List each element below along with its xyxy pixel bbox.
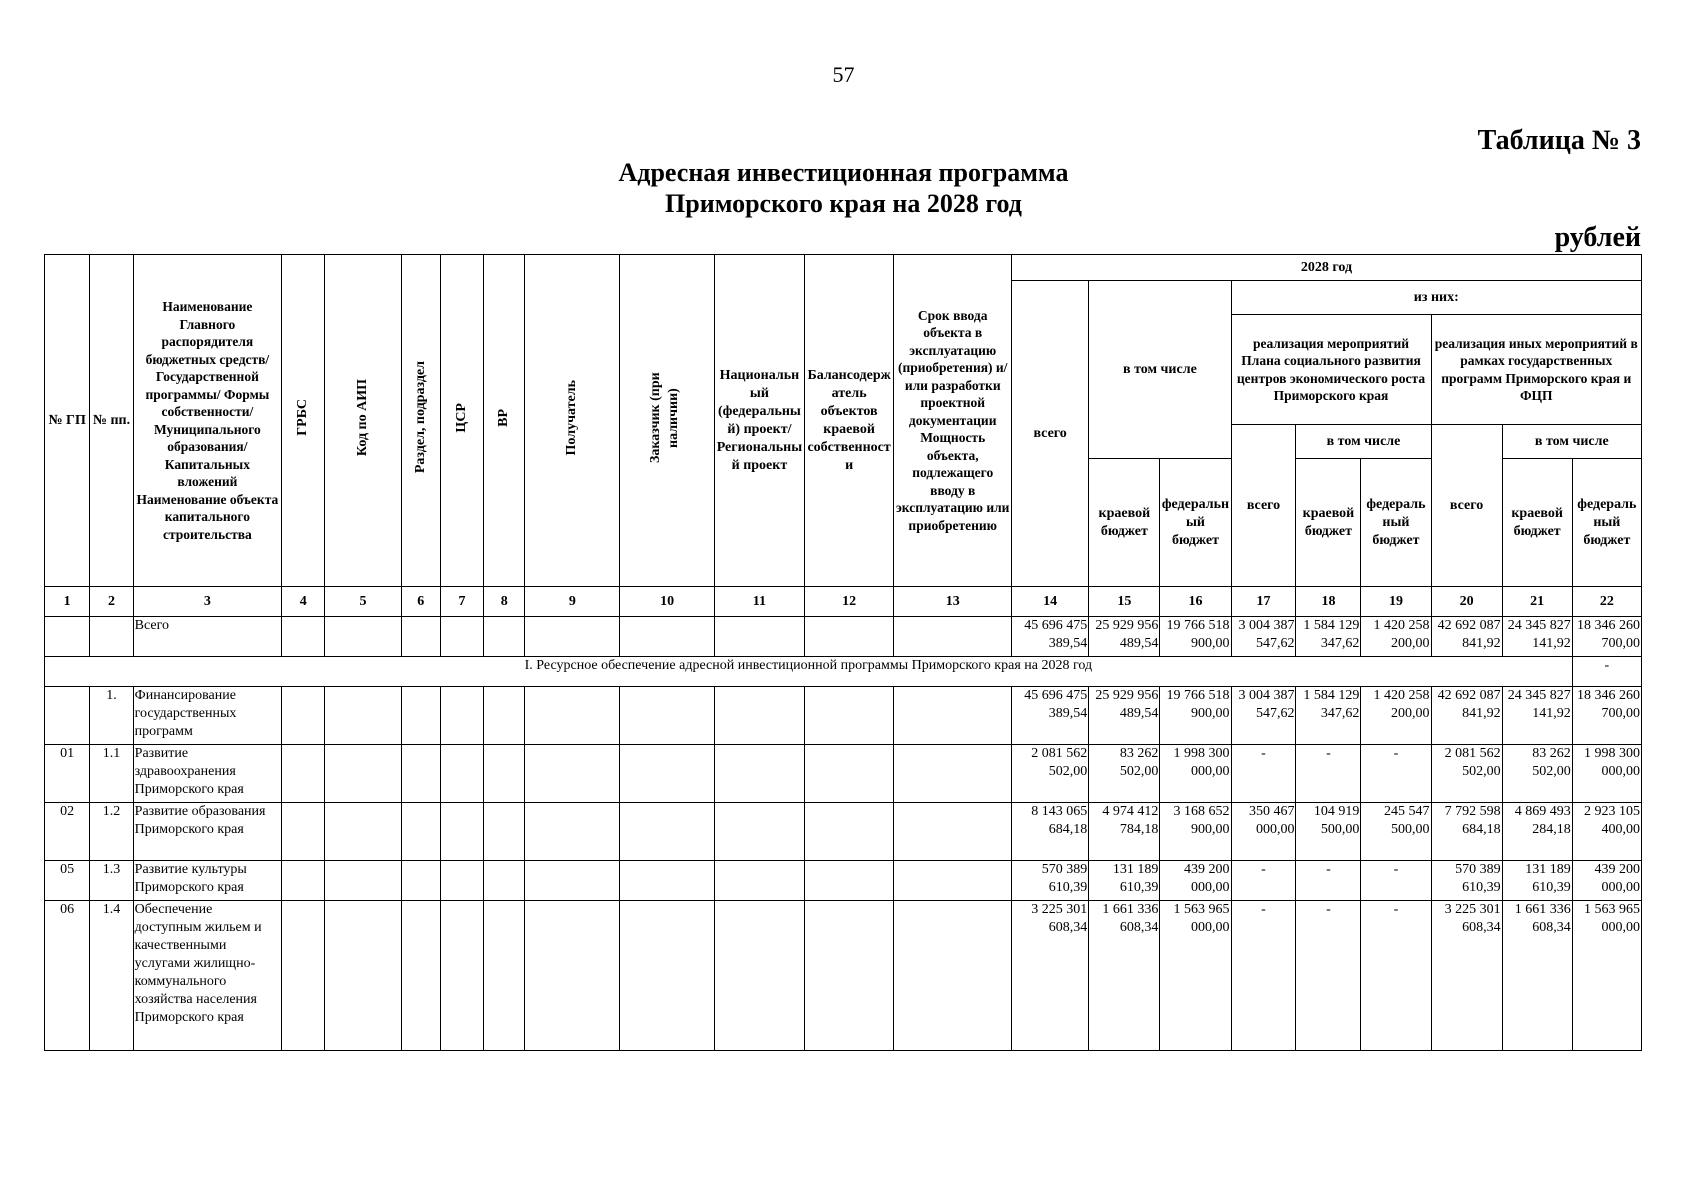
header-other-programs: реализация иных мероприятий в рамках государственных программ Приморского края и ФЦП [1431, 315, 1642, 425]
header-plan-federal-budget: федеральный бюджет [1361, 459, 1431, 587]
column-number: 14 [1011, 587, 1088, 617]
cell-value: 1 584 129 347,62 [1296, 617, 1361, 657]
cell-value: - [1361, 745, 1431, 803]
header-plan-regional-budget: краевой бюджет [1296, 459, 1361, 587]
column-number: 13 [894, 587, 1012, 617]
column-number: 6 [401, 587, 440, 617]
page-number: 57 [832, 62, 855, 87]
section-dash: - [1572, 657, 1641, 687]
cell-value: 45 696 475 389,54 [1011, 617, 1088, 657]
cell-gp: 05 [45, 861, 90, 901]
section-row [45, 657, 1642, 687]
header-regional-budget: краевой бюджет [1089, 459, 1160, 587]
cell-value: 1 584 129 347,62 [1296, 687, 1361, 745]
header-national-project: Национальный (федеральный) проект/ Региональный проект [715, 255, 805, 587]
column-numbers-row [45, 587, 1642, 617]
cell-value: 1 420 258 200,00 [1361, 617, 1431, 657]
document-title [0, 157, 1687, 219]
cell-name: Всего [133, 617, 281, 657]
header-deadline: Срок ввода объекта в эксплуатацию (приобретения) и/или разработки проектной документации Мощность объекта, подлежащего вводу в эксплуатацию или приобретению [894, 255, 1012, 587]
cell-name: Развитие здравоохранения Приморского края [133, 745, 281, 803]
cell-value: - [1296, 745, 1361, 803]
cell-value: 19 766 518 900,00 [1160, 617, 1231, 657]
header-plan-total: всего [1231, 425, 1296, 587]
column-number: 7 [440, 587, 483, 617]
cell-pp: 1.3 [90, 861, 133, 901]
column-number: 16 [1160, 587, 1231, 617]
cell-pp: 1.4 [90, 901, 133, 1051]
cell-gp: 06 [45, 901, 90, 1051]
cell-value: 104 919 500,00 [1296, 803, 1361, 861]
header-federal-budget: федеральный бюджет [1160, 459, 1231, 587]
cell-value: 1 420 258 200,00 [1361, 687, 1431, 745]
header-customer: Заказчик (при наличии) [620, 255, 715, 587]
header-other-total: всего [1431, 425, 1502, 587]
header-csr: ЦСР [440, 255, 483, 587]
cell-gp: 01 [45, 745, 90, 803]
cell-name: Развитие образования Приморского края [133, 803, 281, 861]
header-other-federal-budget: федеральный бюджет [1572, 459, 1641, 587]
investment-program-table [44, 254, 1642, 1051]
cell-value: 3 004 387 547,62 [1231, 617, 1296, 657]
cell-value: 7 792 598 684,18 [1431, 803, 1502, 861]
header-vr: ВР [484, 255, 525, 587]
cell-value: 3 168 652 900,00 [1160, 803, 1231, 861]
header-pp: № пп. [90, 255, 133, 587]
cell-value: 25 929 956 489,54 [1089, 617, 1160, 657]
header-plan-social: реализация мероприятий Плана социального развития центров экономического роста Приморского края [1231, 315, 1431, 425]
cell-value: 350 467 000,00 [1231, 803, 1296, 861]
table-row [45, 861, 1642, 901]
cell-value: 3 225 301 608,34 [1431, 901, 1502, 1051]
cell-value: 1 998 300 000,00 [1160, 745, 1231, 803]
cell-value: - [1296, 861, 1361, 901]
cell-value: 1 661 336 608,34 [1089, 901, 1160, 1051]
title-line-1: Адресная инвестиционная программа [618, 158, 1069, 187]
header-other-regional-budget: краевой бюджет [1502, 459, 1572, 587]
header-name: Наименование Главного распорядителя бюджетных средств/Государственной программы/ Формы собственности/Муниципального образования/Капитальных вложений Наименование объекта капитального строительства [133, 255, 281, 587]
cell-name: Финансирование государственных программ [133, 687, 281, 745]
column-number: 20 [1431, 587, 1502, 617]
header-section: Раздел, подраздел [401, 255, 440, 587]
column-number: 2 [90, 587, 133, 617]
cell-value: 131 189 610,39 [1502, 861, 1572, 901]
cell-value: 131 189 610,39 [1089, 861, 1160, 901]
column-number: 5 [325, 587, 401, 617]
header-plan-including: в том числе [1296, 425, 1431, 459]
cell-value: - [1361, 861, 1431, 901]
cell-value: 25 929 956 489,54 [1089, 687, 1160, 745]
cell-value: 3 225 301 608,34 [1011, 901, 1088, 1051]
cell-value: - [1231, 901, 1296, 1051]
cell-value: 570 389 610,39 [1431, 861, 1502, 901]
cell-value: 19 766 518 900,00 [1160, 687, 1231, 745]
column-number: 4 [282, 587, 325, 617]
cell-value: 45 696 475 389,54 [1011, 687, 1088, 745]
cell-value: 4 974 412 784,18 [1089, 803, 1160, 861]
cell-value: - [1296, 901, 1361, 1051]
cell-value: - [1361, 901, 1431, 1051]
column-number: 8 [484, 587, 525, 617]
cell-value: 18 346 260 700,00 [1572, 617, 1641, 657]
cell-value: 3 004 387 547,62 [1231, 687, 1296, 745]
cell-value: 570 389 610,39 [1011, 861, 1088, 901]
cell-value: - [1231, 745, 1296, 803]
header-recipient: Получатель [525, 255, 620, 587]
column-number: 12 [804, 587, 894, 617]
cell-pp: 1.2 [90, 803, 133, 861]
table-row [45, 687, 1642, 745]
cell-value: 83 262 502,00 [1502, 745, 1572, 803]
header-aip-code: Код по АИП [325, 255, 401, 587]
table-label: Таблица № 3 [1477, 125, 1641, 156]
column-number: 15 [1089, 587, 1160, 617]
cell-gp [45, 617, 90, 657]
column-number: 22 [1572, 587, 1641, 617]
cell-value: 2 081 562 502,00 [1431, 745, 1502, 803]
cell-value: 8 143 065 684,18 [1011, 803, 1088, 861]
cell-value: 4 869 493 284,18 [1502, 803, 1572, 861]
cell-value: 245 547 500,00 [1361, 803, 1431, 861]
cell-pp: 1. [90, 687, 133, 745]
header-grbs: ГРБС [282, 255, 325, 587]
cell-value: 2 081 562 502,00 [1011, 745, 1088, 803]
cell-gp: 02 [45, 803, 90, 861]
table-row [45, 803, 1642, 861]
cell-value: 439 200 000,00 [1160, 861, 1231, 901]
cell-gp [45, 687, 90, 745]
cell-value: 439 200 000,00 [1572, 861, 1641, 901]
section-title: I. Ресурсное обеспечение адресной инвестиционной программы Приморского края на 2028 год [45, 657, 1573, 687]
cell-value: 24 345 827 141,92 [1502, 687, 1572, 745]
cell-value: 83 262 502,00 [1089, 745, 1160, 803]
column-number: 1 [45, 587, 90, 617]
cell-name: Обеспечение доступным жильем и качественными услугами жилищно-коммунального хозяйства населения Приморского края [133, 901, 281, 1051]
cell-value: 1 563 965 000,00 [1572, 901, 1641, 1051]
header-gp: № ГП [45, 255, 90, 587]
header-other-including: в том числе [1502, 425, 1641, 459]
units-label: рублей [1554, 222, 1641, 253]
cell-value: 1 998 300 000,00 [1572, 745, 1641, 803]
header-total: всего [1011, 281, 1088, 587]
header-of-them: из них: [1231, 281, 1641, 315]
cell-pp [90, 617, 133, 657]
cell-value: 1 563 965 000,00 [1160, 901, 1231, 1051]
header-including: в том числе [1089, 281, 1231, 459]
cell-value: 1 661 336 608,34 [1502, 901, 1572, 1051]
cell-value: - [1231, 861, 1296, 901]
cell-value: 2 923 105 400,00 [1572, 803, 1641, 861]
column-number: 9 [525, 587, 620, 617]
title-line-2: Приморского края на 2028 год [665, 189, 1022, 218]
column-number: 17 [1231, 587, 1296, 617]
column-number: 19 [1361, 587, 1431, 617]
cell-value: 24 345 827 141,92 [1502, 617, 1572, 657]
header-balance-holder: Балансодержатель объектов краевой собственности [804, 255, 894, 587]
column-number: 11 [715, 587, 805, 617]
header-year: 2028 год [1011, 255, 1641, 281]
cell-value: 18 346 260 700,00 [1572, 687, 1641, 745]
cell-name: Развитие культуры Приморского края [133, 861, 281, 901]
table-row-total [45, 617, 1642, 657]
cell-pp: 1.1 [90, 745, 133, 803]
table-row [45, 745, 1642, 803]
table-row [45, 901, 1642, 1051]
column-number: 21 [1502, 587, 1572, 617]
column-number: 18 [1296, 587, 1361, 617]
cell-value: 42 692 087 841,92 [1431, 617, 1502, 657]
cell-value: 42 692 087 841,92 [1431, 687, 1502, 745]
column-number: 10 [620, 587, 715, 617]
column-number: 3 [133, 587, 281, 617]
